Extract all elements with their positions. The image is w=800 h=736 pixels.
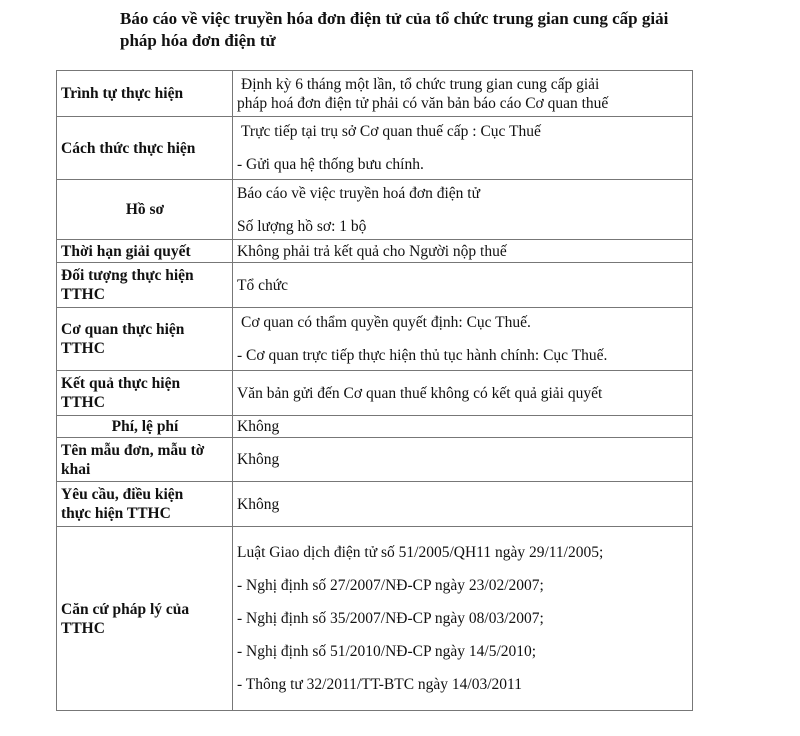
row-value xyxy=(233,308,693,371)
row-value xyxy=(233,438,693,482)
table-row xyxy=(57,117,693,180)
value-line: Số lượng hồ sơ: 1 bộ xyxy=(237,217,367,235)
row-value xyxy=(233,71,693,117)
row-label xyxy=(57,416,233,438)
row-label xyxy=(57,527,233,711)
row-value xyxy=(233,527,693,711)
row-label xyxy=(57,71,233,117)
value-line: - Gửi qua hệ thống bưu chính. xyxy=(237,156,424,173)
label-line: Cách thức thực hiện xyxy=(61,139,196,157)
row-label xyxy=(57,263,233,308)
row-value xyxy=(233,263,693,308)
value-line: - Nghị định số 27/2007/NĐ-CP ngày 23/02/2007; xyxy=(237,577,544,594)
value-line: Định kỳ 6 tháng một lần, tổ chức trung gian cung cấp giải xyxy=(241,75,600,93)
value-line: Không xyxy=(237,451,280,468)
table-row xyxy=(57,371,693,416)
table-row xyxy=(57,180,693,240)
value-line: Không xyxy=(237,418,280,435)
row-label xyxy=(57,438,233,482)
title-line-2: pháp hóa đơn điện tử xyxy=(120,31,276,50)
title-line-1: Báo cáo về việc truyền hóa đơn điện tử của tổ chức trung gian cung cấp giải xyxy=(120,9,669,28)
table-row xyxy=(57,438,693,482)
value-line: Không xyxy=(237,495,280,513)
row-label xyxy=(57,482,233,527)
label-line: Yêu cầu, điều kiện xyxy=(61,486,184,503)
table-row xyxy=(57,71,693,117)
table-row xyxy=(57,527,693,711)
value-line: Không phải trả kết quả cho Người nộp thuế xyxy=(237,242,507,260)
label-line: Kết quả thực hiện xyxy=(61,375,181,392)
label-line: TTHC xyxy=(61,394,105,411)
value-line: Báo cáo về việc truyền hoá đơn điện tử xyxy=(237,184,480,202)
table-row xyxy=(57,240,693,263)
label-line: Trình tự thực hiện xyxy=(61,85,184,102)
row-label xyxy=(57,180,233,240)
value-line: Cơ quan có thẩm quyền quyết định: Cục Thuế. xyxy=(241,314,531,331)
value-line: Tổ chức xyxy=(237,276,289,294)
label-line: Căn cứ pháp lý của xyxy=(61,600,190,618)
value-line: Trực tiếp tại trụ sở Cơ quan thuế cấp : Cục Thuế xyxy=(241,123,541,140)
label-line: TTHC xyxy=(61,286,105,303)
value-line: Văn bản gửi đến Cơ quan thuế không có kết quả giải quyết xyxy=(237,384,603,402)
value-line: - Nghị định số 35/2007/NĐ-CP ngày 08/03/2007; xyxy=(237,610,544,627)
label-line: Cơ quan thực hiện xyxy=(61,321,185,338)
label-line: khai xyxy=(61,460,91,478)
label-line: Tên mẫu đơn, mẫu tờ xyxy=(61,441,205,459)
label-line: TTHC xyxy=(61,340,105,357)
row-value xyxy=(233,371,693,416)
row-label xyxy=(57,371,233,416)
row-value xyxy=(233,180,693,240)
value-line: - Cơ quan trực tiếp thực hiện thủ tục hành chính: Cục Thuế. xyxy=(237,347,608,364)
row-label xyxy=(57,308,233,371)
row-value xyxy=(233,416,693,438)
row-value xyxy=(233,240,693,263)
procedure-table xyxy=(56,70,693,711)
label-line: TTHC xyxy=(61,619,105,637)
label-line: thực hiện TTHC xyxy=(61,505,171,522)
row-label xyxy=(57,240,233,263)
label-line: Đối tượng thực hiện xyxy=(61,267,194,284)
row-value xyxy=(233,482,693,527)
value-line: - Thông tư 32/2011/TT-BTC ngày 14/03/2011 xyxy=(237,676,522,693)
label-line: Phí, lệ phí xyxy=(111,418,179,435)
table-row xyxy=(57,263,693,308)
label-line: Hồ sơ xyxy=(125,201,165,218)
row-value xyxy=(233,117,693,180)
row-label xyxy=(57,117,233,180)
value-line: pháp hoá đơn điện tử phải có văn bản báo cáo Cơ quan thuế xyxy=(237,94,609,112)
document-title xyxy=(120,8,760,52)
value-line: Luật Giao dịch điện tử số 51/2005/QH11 ngày 29/11/2005; xyxy=(237,544,604,561)
value-line: - Nghị định số 51/2010/NĐ-CP ngày 14/5/2010; xyxy=(237,643,537,660)
label-line: Thời hạn giải quyết xyxy=(61,242,191,260)
table-row xyxy=(57,482,693,527)
table-row xyxy=(57,416,693,438)
table-row xyxy=(57,308,693,371)
